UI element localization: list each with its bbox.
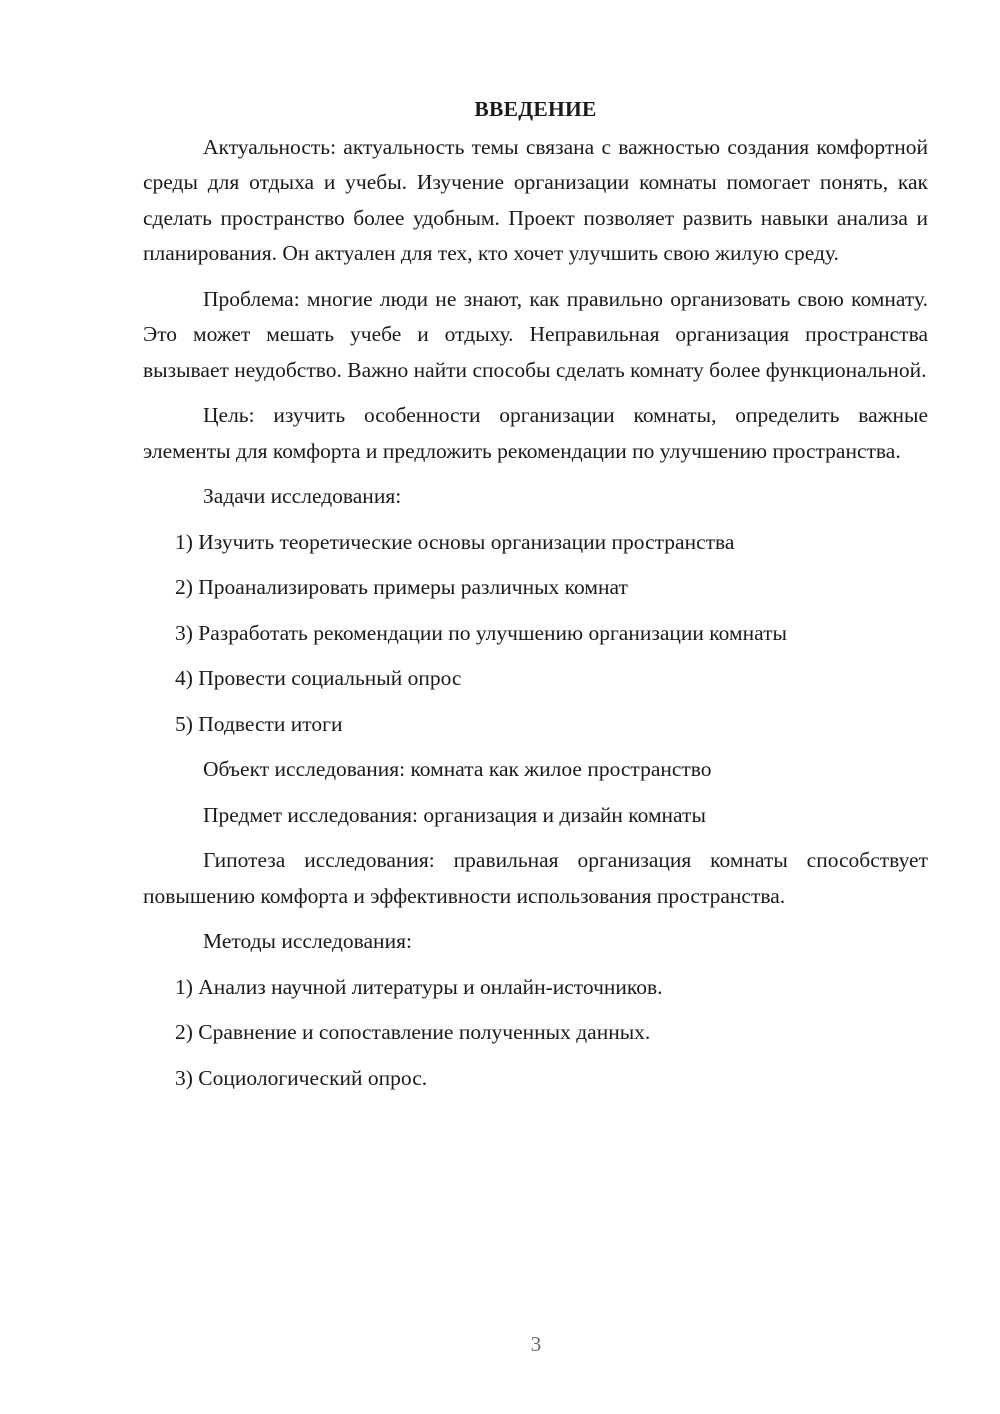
- hypothesis-paragraph: Гипотеза исследования: правильная организация комнаты способствует повышению комфорта и эффективности использования пространства.: [143, 848, 928, 908]
- page-content: [143, 92, 928, 1106]
- tasks-heading: Задачи исследования:: [203, 484, 402, 508]
- task-item: 4) Провести социальный опрос: [175, 666, 462, 690]
- tasks-list: [143, 525, 928, 743]
- relevance-paragraph: Актуальность: актуальность темы связана с важностью создания комфортной среды для отдыха и учебы. Изучение организации комнаты помогает понять, как сделать пространство более удобным. Проект позволяет развить навыки анализа и планирования. Он актуален для тех, кто хочет улучшить свою жилую среду.: [143, 134, 928, 265]
- task-item: 1) Изучить теоретические основы организации пространства: [175, 529, 735, 554]
- task-item: 3) Разработать рекомендации по улучшению организации комнаты: [175, 620, 787, 645]
- task-item: 2) Проанализировать примеры различных комнат: [175, 575, 628, 599]
- page-number: 3: [530, 1332, 542, 1356]
- task-item: 5) Подвести итоги: [175, 711, 343, 736]
- method-item: 2) Сравнение и сопоставление полученных данных.: [175, 1020, 651, 1044]
- subject-line: Предмет исследования: организация и дизайн комнаты: [203, 802, 706, 827]
- methods-heading: Методы исследования:: [203, 929, 412, 953]
- problem-paragraph: Проблема: многие люди не знают, как правильно организовать свою комнату. Это может мешать учебе и отдыху. Неправильная организация пространства вызывает неудобство. Важно найти способы сделать комнату более функциональной.: [143, 286, 928, 382]
- method-item: 3) Социологический опрос.: [175, 1065, 428, 1090]
- page-title: ВВЕДЕНИЕ: [474, 97, 597, 121]
- object-line: Объект исследования: комната как жилое пространство: [203, 757, 712, 781]
- methods-list: [143, 970, 928, 1097]
- method-item: 1) Анализ научной литературы и онлайн-источников.: [175, 974, 663, 999]
- goal-paragraph: Цель: изучить особенности организации комнаты, определить важные элементы для комфорта и предложить рекомендации по улучшению пространства.: [143, 403, 928, 463]
